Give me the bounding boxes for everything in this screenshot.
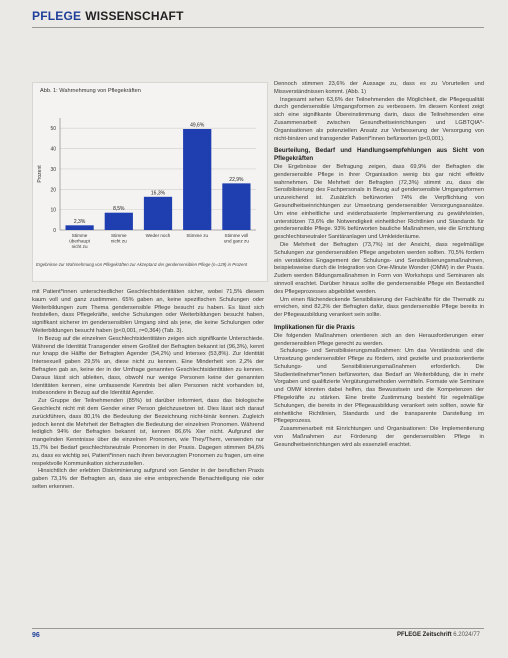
y-tick-label: 50: [50, 126, 56, 133]
footer-rule: [32, 628, 484, 629]
right-paragraph: Um einen flächendeckende Sensibilisierung der Fachkräfte für die Thematik zu erreichen, sind 82,2% der Befragten dafür, dass gendersensible Pflege bereits in der Pflegeausbildung verankert sein sollte.: [274, 296, 484, 319]
y-tick-label: 10: [50, 207, 56, 214]
x-tick-label: Stimme zu: [186, 233, 209, 238]
bar-chart: [32, 96, 266, 266]
bar: [65, 225, 93, 230]
figure-caption: Abb. 1: Wahrnehmung von Pflegekräften: [40, 88, 141, 94]
data-label: 2,3%: [73, 218, 86, 225]
data-label: 49,6%: [190, 122, 205, 129]
x-tick-label: Stimme voll: [224, 233, 249, 238]
y-tick-label: 20: [50, 187, 56, 194]
right-paragraph: Schulungs- und Sensibilisierungsmaßnahmen: Um das Verständnis und die Umsetzung gendersensibler Pflege zu fördern, sind gezielte und praxisorientierte Schulungs- und Sensibilisierungsmaßnahmen erforderlich. Die Studienteilnehmer*innen befürworten, das Bedarf an Weiterbildung, die in mehr Vorgaben und qualifizierte Vergütungsmethoden vermitteln. Formate wie Seminare und OMW könnten dabei helfen, das Bewusstsein und die Kompetenzen der Pflegekräfte zu stärken. Eine breite Zustimmung besteht für regelmäßige Schulungen, die bereits in der Pflegeausbildung verankert sein sollten, sowie für einheitliche Richtlinien, Standards und die transparente Darstellung im Pflegeprozess.: [274, 348, 484, 425]
header-section: WISSENSCHAFT: [85, 9, 184, 23]
right-column: [274, 81, 484, 450]
x-tick-label: nicht zu: [110, 238, 127, 244]
left-paragraph: In Bezug auf die einzelnen Geschlechtsidentitäten zeigen sich signifikante Unterschiede. Während die Identität Transgender einem Großteil der Befragten bekannt ist (96,3%), kennt nur knapp die Hälfte der Befragten Agender (54,2%) und Intersex (53,8%). Zur Identität Intersexuell gaben 29,5% an, diese nicht zu kennen. Eine Minderheit von 2,2% der Befragten gab an, keine der in der Umfrage genannten Geschlechtsidentitäten zu kennen. Daraus lässt sich ableiten, dass, obwohl nur wenige Personen keine der genannten Identitäten kennen, eine umfassende Kenntnis bei allen Personen nicht vorhanden ist, insbesondere in Bezug auf die Identität Agender.: [32, 335, 264, 397]
y-axis-label: Prozent: [37, 165, 43, 183]
x-tick-label: Weder noch: [145, 233, 171, 238]
data-label: 22,9%: [229, 176, 244, 183]
data-label: 8,5%: [113, 206, 125, 213]
left-column: [32, 289, 264, 492]
data-label: 16,3%: [150, 190, 166, 197]
x-tick-label: Stimme: [71, 233, 88, 238]
bar: [183, 129, 211, 230]
journal-name: PFLEGE Zeitschrift: [396, 632, 452, 638]
left-paragraph: Hinsichtlich der erlebten Diskriminierung aufgrund von Gender in der beruflichen Praxis gaben 73,1% der Befragten an, dass sie eine entsprechende Benachteiligung nie oder selten erkennen.: [32, 468, 264, 490]
y-tick-label: 30: [50, 166, 56, 173]
page-number: 96: [32, 632, 40, 639]
left-paragraph: Zur Gruppe der Teilnehmenden (85%) ist darüber informiert, dass das biologische Geschlecht nicht mit dem Gender einer Person gleichzusetzen ist. Dies lässt sich darauf zurückführen, dass 80,1% die Bedeutung der Bezeichnung nicht-binär kennen. Zugleich jedoch kennt die Mehrheit der Befragten die Bedeutung der einzelnen Pronomen. Während lediglich 94% der Befragten bekannt ist, kennen 86,6% Xier nicht. Aufgrund der mangelnden Kenntnisse über die einzelnen Pronomen, wie They/Them, verwenden nur 15,7% bei Bedarf geschlechtsneutrale Pronomen in der Praxis. Dagegen stimmen 84,6% zu, dass es wichtig sei, Patient*innen nach ihren bevorzugten Pronomen zu fragen, um eine respektvolle Kommunikation sicherzustellen.: [32, 398, 264, 467]
left-paragraph: mit Patient*innen unterschiedlicher Geschlechtsidentitäten sicher, wobei 71,5% diesem kaum voll und ganz zustimmen. 65% gaben an, keine spezifischen Schulungen oder Weiterbildungen zum Thema gendersensible Pflege besucht zu haben. Es lässt sich feststellen, dass Pflegekräfte, welche Schulungen oder Weiterbildungen besucht haben, signifikant sicherer im gendersensiblen Umgang sind als jene, die keine Schulungen oder Weiterbildungen besucht haben (p<0,001, r=0,364) (Tab. 3).: [32, 289, 264, 334]
right-paragraph: Die Ergebnisse der Befragung zeigen, dass 69,9% der Befragten die gendersensible Pflege in ihrer Organisation wenig bis gar nicht effektiv wahrnehmen. Die Mehrheit der Befragten (72,3%) stimmt zu, dass die Sensibilisierung des Fachpersonals in Bezug auf gendersensible Umgangsformen unzureichend ist. Zusätzlich befürworten 74% die Verpflichtung von Gesundheitseinrichtungen zur Umsetzung gendersensibler Versorgungsansätze. Um eine einheitliche und evidenzbasierte Implementierung zu gewährleisten, unterstützen 73,6% die Notwendigkeit einheitlicher Richtlinien und Standards für gendersensible Pflege. 93% befürworten bauliche Maßnahmen, wie die Errichtung geschlechtsneutraler Sanitäranlagen und Umkleideräume.: [274, 163, 484, 241]
bar: [222, 183, 250, 230]
header-rule: [32, 27, 484, 28]
section-heading: Implikationen für die Praxis: [274, 323, 355, 331]
right-paragraph: Die Mehrheit der Befragten (73,7%) ist der Ansicht, dass regelmäßige Schulungen zur gendersensiblen Pflege angeboten werden sollten. 70,5% fordern ein verstärktes Engagement der Schulungs- und Sensibilisierungsmaßnahmen, beispielsweise durch die Integration von One-Minute Wonder (OMW) in der Praxis. Zudem werden Bildungsmaßnahmen in Form von Workshops und Seminaren als sinnvoll erachtet. Darüber hinaus sollte die gendersensible Pflege ein Bestandteil des Pflegeprozesses abgebildet werden.: [274, 241, 484, 295]
figure-note: Ergebnisse zur Wahrnehmung von Pflegekräften zur Akzeptanz der gendersensiblen Pflege (n=129) in Prozent: [36, 262, 248, 267]
bar: [105, 213, 133, 230]
right-paragraph: Dennoch stimmen 23,6% der Aussage zu, dass es zu Vorurteilen und Missverständnissen kommt. (Abb. 1): [274, 81, 484, 95]
bar: [144, 197, 172, 230]
x-tick-label: und ganz zu: [223, 238, 249, 244]
right-paragraph: Zusammenarbeit mit Einrichtungen und Organisationen: Die Implementierung von Maßnahmen zur Förderung der gendersensiblen Pflege in Gesundheitseinrichtungen wird als essenziell erachtet.: [274, 426, 484, 448]
x-tick-label: Stimme: [111, 233, 127, 238]
y-tick-label: 0: [53, 228, 56, 234]
section-header: [32, 9, 184, 23]
journal-issue: 6.2024/77: [453, 632, 480, 638]
x-tick-label: nicht zu: [71, 243, 88, 249]
header-keyword: PFLEGE: [32, 9, 82, 23]
section-heading: Beurteilung, Bedarf und Handlungsempfehlungen aus Sicht von Pflegekräften: [274, 147, 484, 163]
right-paragraph: Insgesamt sehen 63,6% der Teilnehmenden die Möglichkeit, die Pflegequalität durch gendersensible Umgangsformen zu verbessern. Im diesem Kontext zeigt sich eine signifikante Übereinstimmung darin, dass die Teilnehmenden eine Zusammenarbeit zwischen Gesundheitseinrichtungen und LGBTQIA*-Organisationen als potenziellen Ansatz zur Verbesserung der Versorgung von nicht-binären und transgender Patient*innen befürworten (p<0,001).: [274, 96, 484, 142]
y-tick-label: 40: [50, 146, 56, 153]
right-paragraph: Die folgenden Maßnahmen orientieren sich an den Herausforderungen einer gendersensiblen Pflege gerecht zu werden.: [274, 332, 484, 347]
journal-footer: [397, 632, 480, 638]
x-tick-label: überhaupt: [69, 238, 90, 244]
